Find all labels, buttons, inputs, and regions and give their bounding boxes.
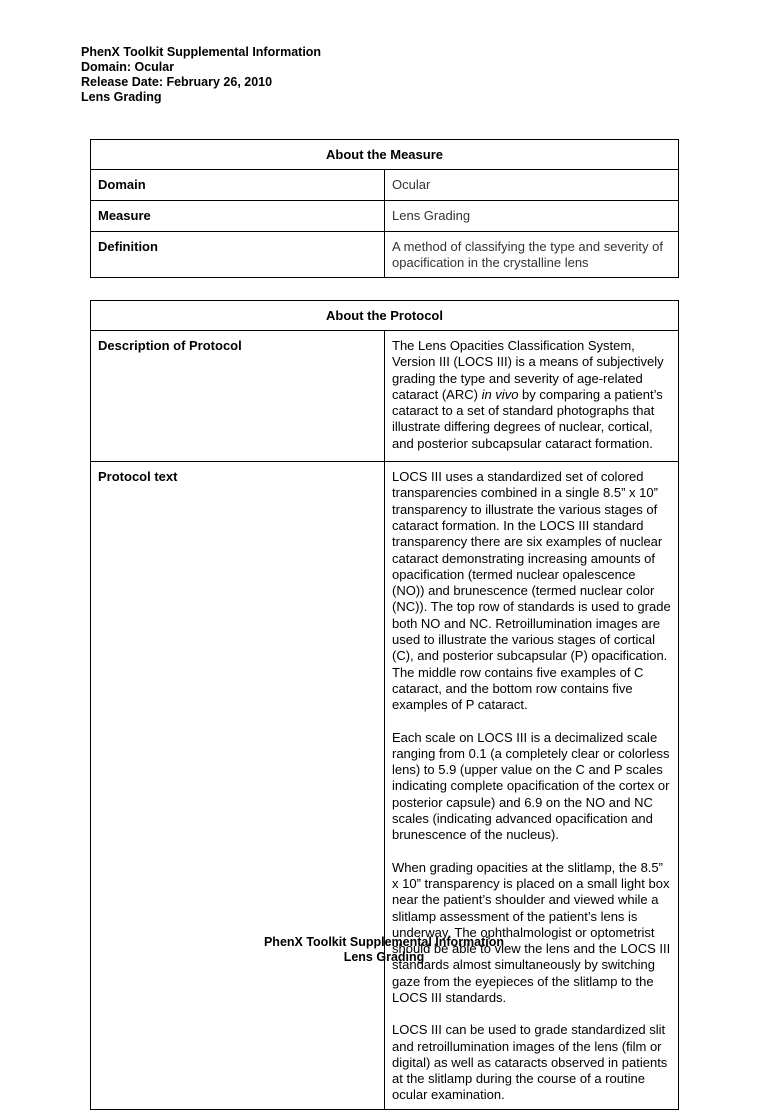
about-measure-caption: About the Measure [91, 140, 679, 170]
description-text-start: The Lens Opacities Classification System, Version III (LOCS III) is a means of subjectively grading the type and severity of age-related cataract (ARC) [392, 338, 664, 402]
about-protocol-caption: About the Protocol [91, 301, 679, 331]
definition-label: Definition [91, 232, 385, 278]
protocol-paragraph: Each scale on LOCS III is a decimalized scale ranging from 0.1 (a completely clear or colorless lens) to 5.9 (upper value on the C and P scales indicating complete opacification of the cortex or posterior capsule) and 6.9 on the NO and NC scales (indicating advanced opacification and brunescence of the nucleus). [392, 729, 670, 843]
table-row [91, 462, 679, 1110]
table-row [91, 232, 679, 278]
table-row [91, 170, 679, 201]
protocol-text-label: Protocol text [91, 462, 385, 1110]
header-title: PhenX Toolkit Supplemental Information [81, 45, 322, 59]
definition-value: A method of classifying the type and severity of opacification in the crystalline lens [385, 232, 679, 278]
about-measure-table [90, 139, 679, 278]
measure-label: Measure [91, 201, 385, 232]
document-footer [0, 935, 768, 965]
description-italic: in vivo [481, 386, 519, 402]
description-value [385, 331, 679, 462]
about-protocol-table [90, 300, 679, 1110]
domain-value: Ocular [385, 170, 679, 201]
measure-value: Lens Grading [385, 201, 679, 232]
header-domain: Domain: Ocular [81, 60, 175, 74]
footer-measure-name: Lens Grading [343, 950, 425, 964]
protocol-paragraph: LOCS III uses a standardized set of colored transparencies combined in a single 8.5” x 10” transparency to illustrate the various stages of cataract formation. In the LOCS III standard transparency there are six examples of nuclear cataract demonstrating increasing amounts of opacification (termed nuclear opalescence (NO)) and brunescence (termed nuclear color (NC)). The top row of standards is used to grade both NO and NC. Retroillumination images are used to illustrate the various stages of cortical (C), and posterior subcapsular (P) opacification. The middle row contains five examples of C cataract, and the bottom row contains five examples of P cataract. [392, 469, 671, 713]
header-measure-name: Lens Grading [81, 90, 162, 104]
table-row [91, 331, 679, 462]
description-label: Description of Protocol [91, 331, 385, 462]
protocol-paragraph: When grading opacities at the slitlamp, the 8.5” x 10” transparency is placed on a small light box near the patient’s shoulder and viewed while a slitlamp assessment of the patient’s lens is underway. The ophthalmologist or optometrist should be able to view the lens and the LOCS III standards almost simultaneously by switching gaze from the eyepieces of the slitlamp to the LOCS III standards. [392, 859, 671, 1005]
table-row [91, 201, 679, 232]
domain-label: Domain [91, 170, 385, 201]
description-text-end: by comparing a patient’s cataract to a set of standard photographs that illustrate differing degrees of nuclear, cortical, and posterior subcapsular cataract formation. [392, 386, 663, 451]
document-header [81, 45, 321, 105]
protocol-text-value [385, 462, 679, 1110]
protocol-paragraph: LOCS III can be used to grade standardized slit and retroillumination images of the lens (film or digital) as well as cataracts observed in patients at the slitlamp during the course of a routine ocular examination. [392, 1022, 668, 1103]
header-release-date: Release Date: February 26, 2010 [81, 75, 273, 89]
footer-title: PhenX Toolkit Supplemental Information [263, 935, 505, 949]
